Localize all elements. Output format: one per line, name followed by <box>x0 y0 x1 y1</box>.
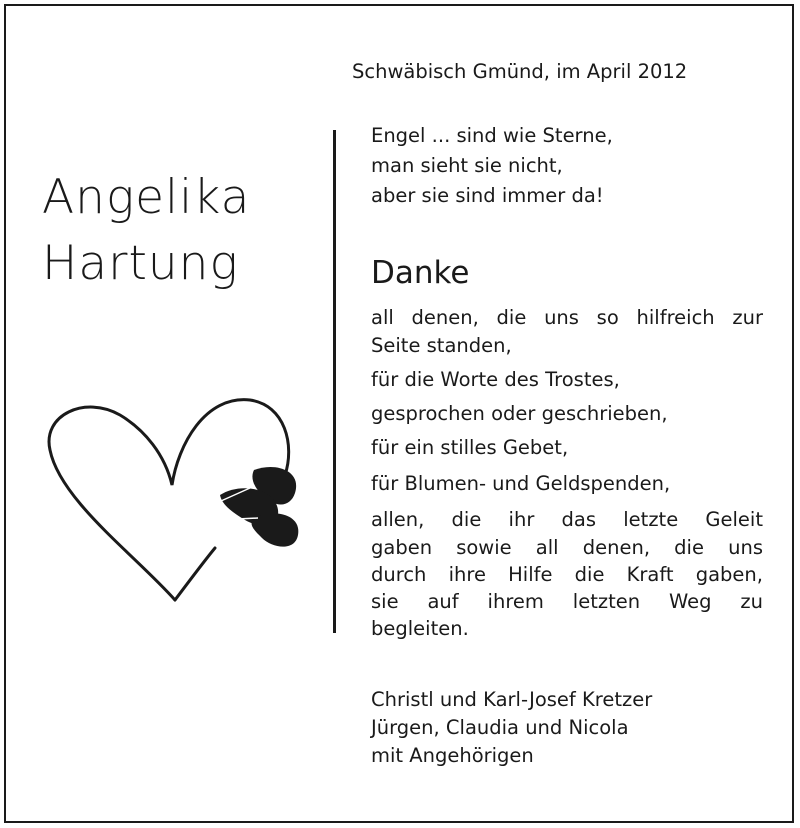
thanks-line-4: für Blumen- und Geldspenden, <box>371 472 671 495</box>
place-date: Schwäbisch Gmünd, im April 2012 <box>352 60 688 83</box>
thanks-final-line-1: allen, die ihr das letzte Geleit <box>371 508 763 531</box>
thanks-intro-line-2: Seite standen, <box>371 334 512 357</box>
thanks-heading: Danke <box>371 255 470 291</box>
thanks-line-1: für die Worte des Trostes, <box>371 368 620 391</box>
thanks-final-line-5: begleiten. <box>371 617 469 640</box>
thanks-final-line-3: durch ihre Hilfe die Kraft gaben, <box>371 563 763 586</box>
deceased-last-name: Hartung <box>42 236 239 291</box>
quote-line-2: man sieht sie nicht, <box>371 154 563 177</box>
quote-line-3: aber sie sind immer da! <box>371 184 604 207</box>
thanks-final-line-4: sie auf ihrem letzten Weg zu <box>371 590 763 613</box>
heart-with-leaves-icon <box>40 390 320 610</box>
signature-line-1: Christl und Karl-Josef Kretzer <box>371 688 653 711</box>
thanks-line-2: gesprochen oder geschrieben, <box>371 402 668 425</box>
thanks-final-line-2: gaben sowie all denen, die uns <box>371 536 763 559</box>
thanks-intro-line-1: all denen, die uns so hilfreich zur <box>371 306 763 329</box>
signature-line-3: mit Angehörigen <box>371 744 534 767</box>
deceased-first-name: Angelika <box>42 170 251 225</box>
thanks-line-3: für ein stilles Gebet, <box>371 436 569 459</box>
signature-line-2: Jürgen, Claudia und Nicola <box>371 716 629 739</box>
quote-line-1: Engel ... sind wie Sterne, <box>371 124 613 147</box>
divider-line <box>333 130 336 633</box>
